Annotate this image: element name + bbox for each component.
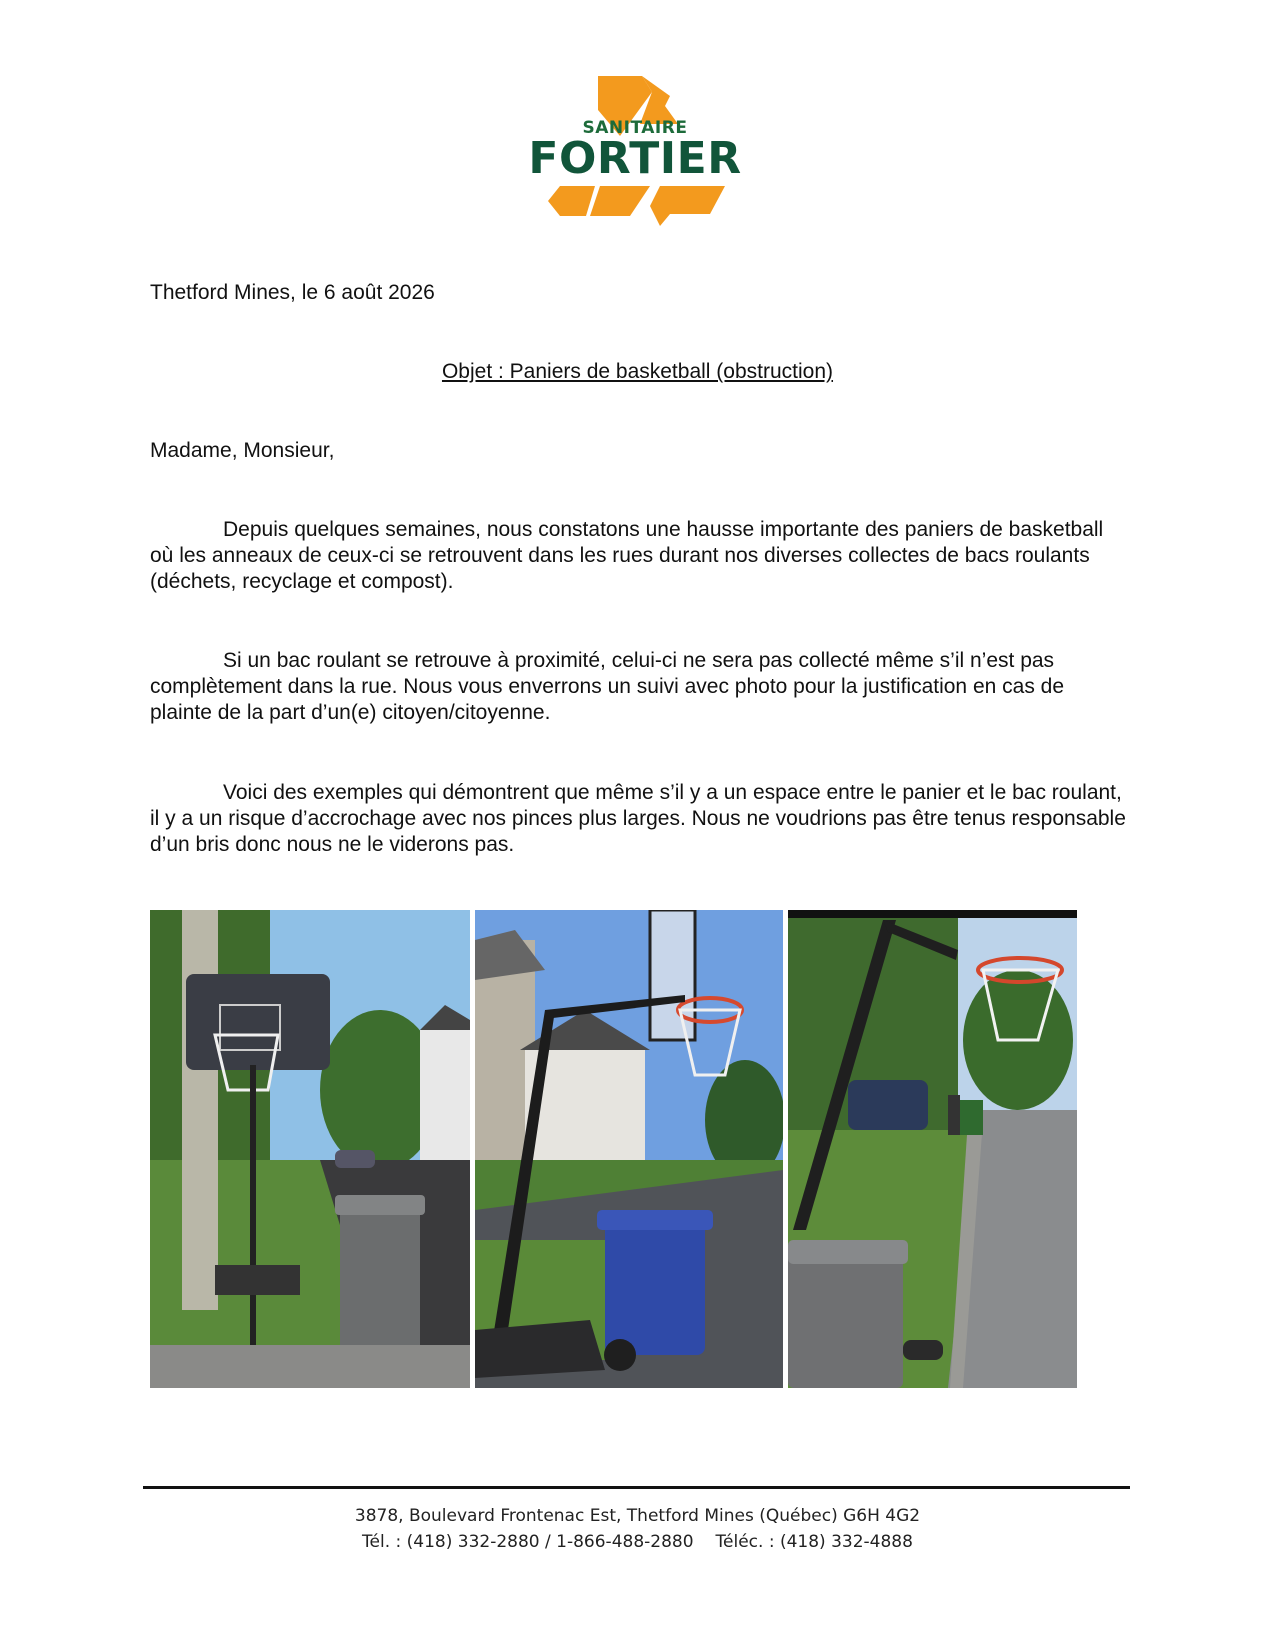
example-photos xyxy=(150,910,1077,1388)
letter-paragraph: Voici des exemples qui démontrent que même s’il y a un espace entre le panier et le bac roulant, il y a un risque d’accrochage avec nos pinces plus larges. Nous ne voudrions pas être tenus responsable d’un bris donc nous ne le viderons pas. xyxy=(150,781,1126,856)
basketball-hoop-with-grey-bin-photo xyxy=(150,910,470,1388)
company-logo xyxy=(520,66,750,231)
letter-subject xyxy=(0,359,1275,385)
footer-fax: Téléc. : (418) 332-4888 xyxy=(715,1532,913,1552)
example-photo-3 xyxy=(788,910,1077,1388)
basketball-hoop-with-blue-bin-photo xyxy=(475,910,783,1388)
letter-greeting: Madame, Monsieur, xyxy=(150,439,335,462)
letter-subject-text: Objet : Paniers de basketball (obstruction) xyxy=(441,360,834,383)
logo-subtitle: SANITAIRE xyxy=(582,118,688,138)
example-photo-2 xyxy=(475,910,783,1388)
letter-date: Thetford Mines, le 6 août 2026 xyxy=(150,281,435,304)
logo-title: FORTIER xyxy=(528,133,742,184)
footer-address: 3878, Boulevard Frontenac Est, Thetford Mines (Québec) G6H 4G2 xyxy=(354,1506,921,1526)
footer-divider xyxy=(143,1486,1130,1489)
footer-phone: Tél. : (418) 332-2880 / 1-866-488-2880 xyxy=(362,1532,694,1552)
basketball-hoop-with-grey-bin-street-photo xyxy=(788,910,1077,1388)
letter-paragraph: Depuis quelques semaines, nous constatons une hausse importante des paniers de basketball où les anneaux de ceux-ci se retrouvent dans les rues durant nos diverses collectes de bacs roulants (déchets, recyclage et compost). xyxy=(150,518,1104,593)
footer-contacts xyxy=(0,1532,1275,1552)
example-photo-1 xyxy=(150,910,470,1388)
letter-paragraph: Si un bac roulant se retrouve à proximité, celui-ci ne sera pas collecté même s’il n’est pas complètement dans la rue. Nous vous enverrons un suivi avec photo pour la justification en cas de plainte de la part d’un(e) citoyen/citoyenne. xyxy=(150,649,1065,724)
